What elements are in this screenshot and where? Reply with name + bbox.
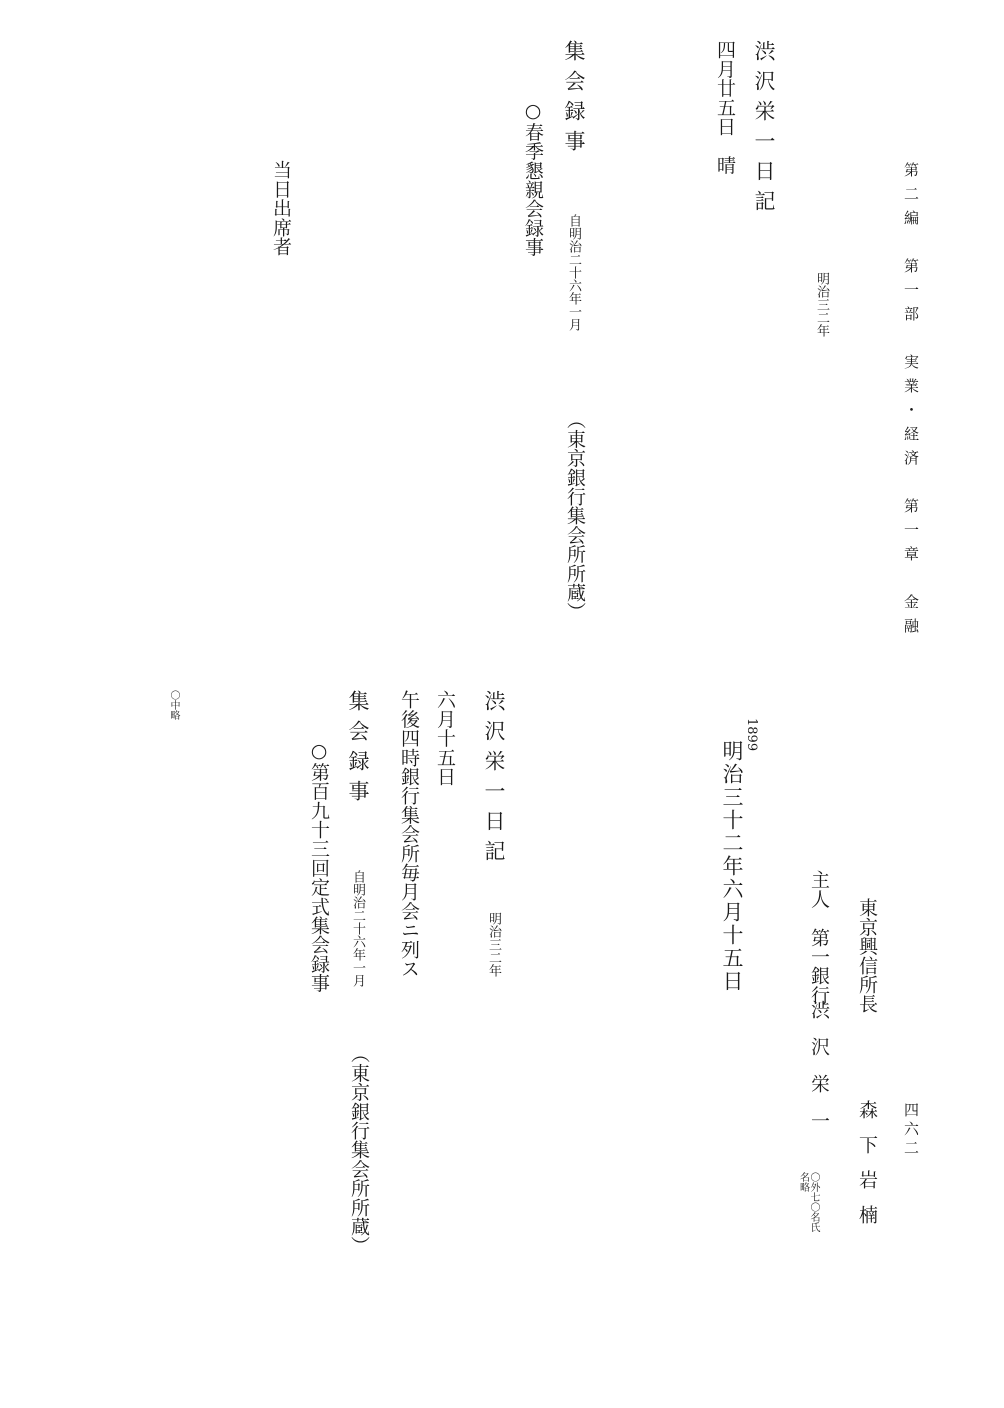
record1-title: 集会録事	[562, 40, 586, 160]
letter-date: 明治三十二年六月十五日	[720, 740, 744, 993]
letter-recipient-title: 主人 第一銀行	[808, 870, 830, 1005]
diary1-year: 明治三二年	[814, 272, 829, 337]
page-number: 四六二	[902, 1102, 920, 1159]
record2-heading: ○第百九十三回定式集会録事	[308, 740, 330, 993]
running-head: 第二編 第一部 実業・経済 第一章 金融	[902, 162, 920, 642]
letter-sender-name: 森下岩楠	[856, 1100, 878, 1240]
record2-source: （東京銀行集会所所蔵）	[348, 1044, 370, 1256]
diary2-line: 午後四時銀行集会所毎月会ニ列ス	[398, 690, 420, 978]
attendees-heading: 当日出席者	[270, 160, 292, 256]
letter-year-label: 1899	[744, 718, 759, 752]
record2-period: 自明治二十六年一月	[350, 870, 365, 987]
record1-source: （東京銀行集会所所蔵）	[564, 410, 586, 622]
record1-period: 自明治二十六年一月	[566, 214, 581, 331]
record2-omit-note: 〇中略	[168, 690, 179, 720]
diary2-date: 六月十五日	[434, 690, 456, 786]
letter-recipient-name: 渋沢栄一	[808, 1000, 830, 1148]
record1-heading: ○春季懇親会録事	[522, 100, 544, 257]
record2-title: 集会録事	[346, 690, 370, 810]
diary1-date: 四月廿五日 晴	[714, 40, 736, 175]
letter-note: 〇外七〇名氏名略	[797, 1172, 819, 1232]
diary1-title: 渋沢栄一日記	[752, 40, 776, 220]
diary2-title: 渋沢栄一日記	[482, 690, 506, 870]
letter-sender-title: 東京興信所長	[856, 898, 878, 1014]
diary2-year: 明治三二年	[486, 912, 501, 977]
